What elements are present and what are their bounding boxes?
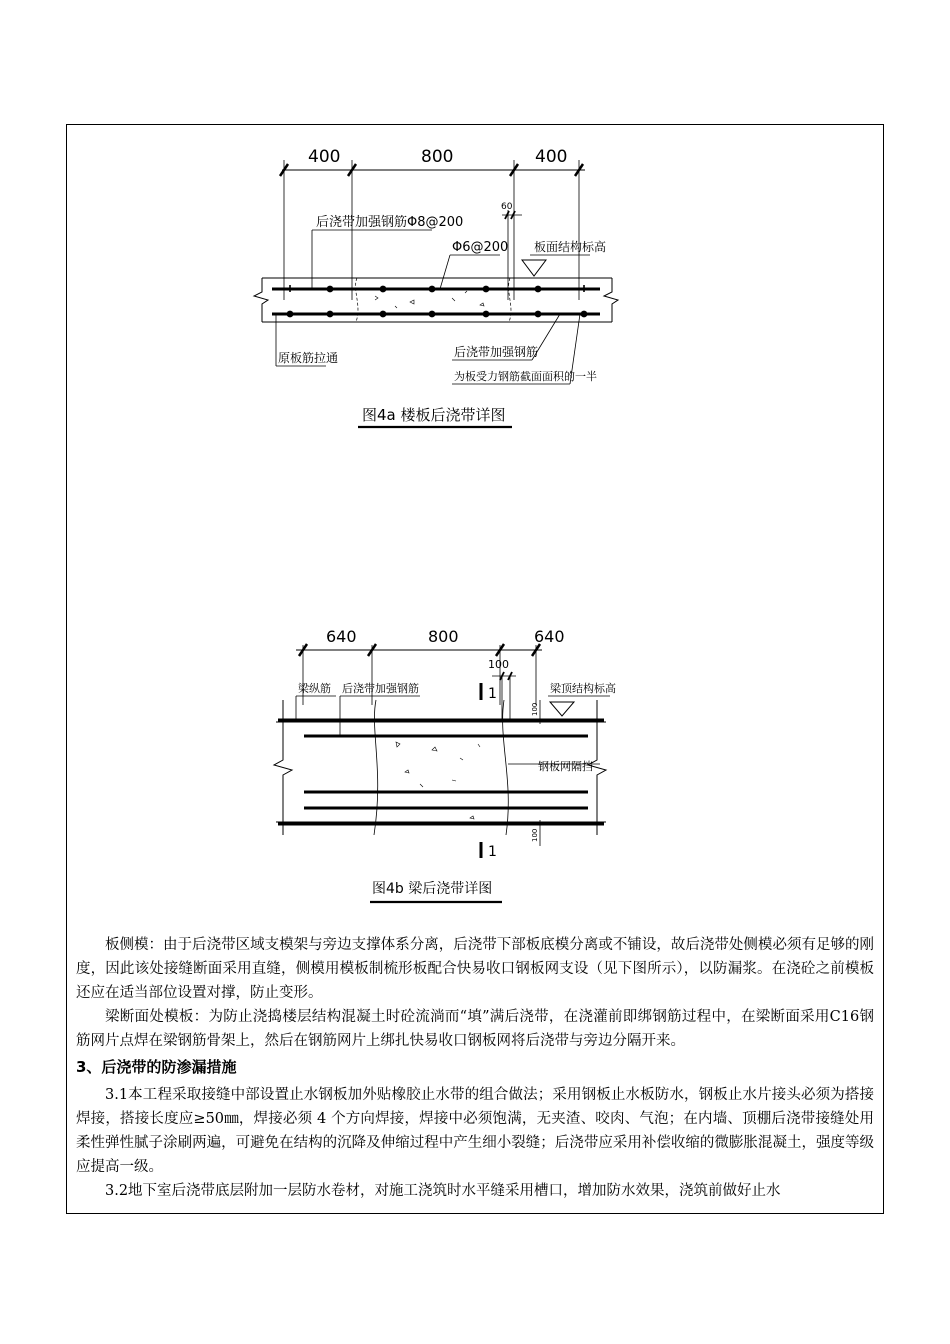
fig4a-dim-small: 60 — [501, 202, 513, 212]
body-text — [76, 933, 874, 1203]
fig4b-section-mark-top: 1 — [488, 686, 497, 702]
fig4b-label-beam-long: 梁纵筋 — [298, 682, 331, 695]
fig4b-section-mark-bottom: 1 — [488, 844, 497, 860]
fig4b-dim-small: 100 — [488, 658, 509, 671]
fig4a-dim-left: 400 — [308, 147, 341, 167]
fig4b-label-beam-elev: 梁顶结构标高 — [550, 682, 616, 695]
fig4b-side-dim-bottom: 100 — [531, 828, 539, 842]
fig4a-label-phi6: Φ6@200 — [452, 240, 509, 255]
figure-4a — [254, 160, 618, 427]
fig4a-label-orig-rebar: 原板筋拉通 — [278, 351, 339, 365]
fig4b-dim-left: 640 — [326, 627, 357, 646]
paragraph-side-formwork: 板侧模：由于后浇带区域支模架与旁边支撑体系分离，后浇带下部板底模分离或不铺设，故后浇带处侧模必须有足够的刚度，因此该处接缝断面采用直缝，侧模用模板制梳形板配合快易收口钢板网支设（见下图所示），以防漏浆。在浇砼之前模板还应在适当部位设置对撑，防止变形。 — [76, 937, 874, 1001]
fig4b-label-band-rebar: 后浇带加强钢筋 — [342, 682, 419, 695]
fig4b-dim-right: 640 — [534, 627, 565, 646]
paragraph-3-2: 3.2地下室后浇带底层附加一层防水卷材，对施工浇筑时水平缝采用槽口，增加防水效果，浇筑前做好止水 — [105, 1183, 781, 1199]
paragraph-3-1: 3.1本工程采取接缝中部设置止水钢板加外贴橡胶止水带的组合做法；采用钢板止水板防水，钢板止水片接头必须为搭接焊接，搭接长度应≥50㎜，焊接必须 4 个方向焊接，焊接中必须饱满，无夹渣、咬肉、气泡；在内墙、顶棚后浇带接缝处用柔性弹性腻子涂刷两遍，可避免在结构的沉降及伸缩过程中产生细小裂缝；后浇带应采用补偿收缩的微膨胀混凝土，强度等级应提高一级。 — [76, 1087, 874, 1175]
fig4b-label-mesh: 钢板网隔挡 — [538, 760, 593, 773]
fig4b-dim-mid: 800 — [428, 627, 459, 646]
fig4a-dim-right: 400 — [535, 147, 568, 167]
fig4b-caption: 图4b 梁后浇带详图 — [372, 881, 493, 897]
fig4a-label-band-rebar2: 后浇带加强钢筋 — [454, 345, 539, 359]
fig4a-caption: 图4a 楼板后浇带详图 — [362, 406, 506, 424]
fig4a-label-slab-elev: 板面结构标高 — [534, 240, 607, 254]
fig4a-dim-mid: 800 — [421, 147, 454, 167]
fig4a-label-half-area: 为板受力钢筋截面面积的一半 — [454, 370, 597, 383]
section-heading-3: 3、后浇带的防渗漏措施 — [76, 1058, 237, 1076]
fig4a-label-band-rebar: 后浇带加强钢筋Φ8@200 — [316, 215, 464, 230]
paragraph-beam-formwork: 梁断面处模板：为防止浇捣楼层结构混凝土时砼流淌而“填”满后浇带，在浇灌前即绑钢筋过程中，在梁断面采用C16钢筋网片点焊在梁钢筋骨架上，然后在钢筋网片上绑扎快易收口钢板网将后浇带与旁边分隔开来。 — [76, 1009, 874, 1049]
fig4b-side-dim-top: 100 — [531, 702, 539, 716]
